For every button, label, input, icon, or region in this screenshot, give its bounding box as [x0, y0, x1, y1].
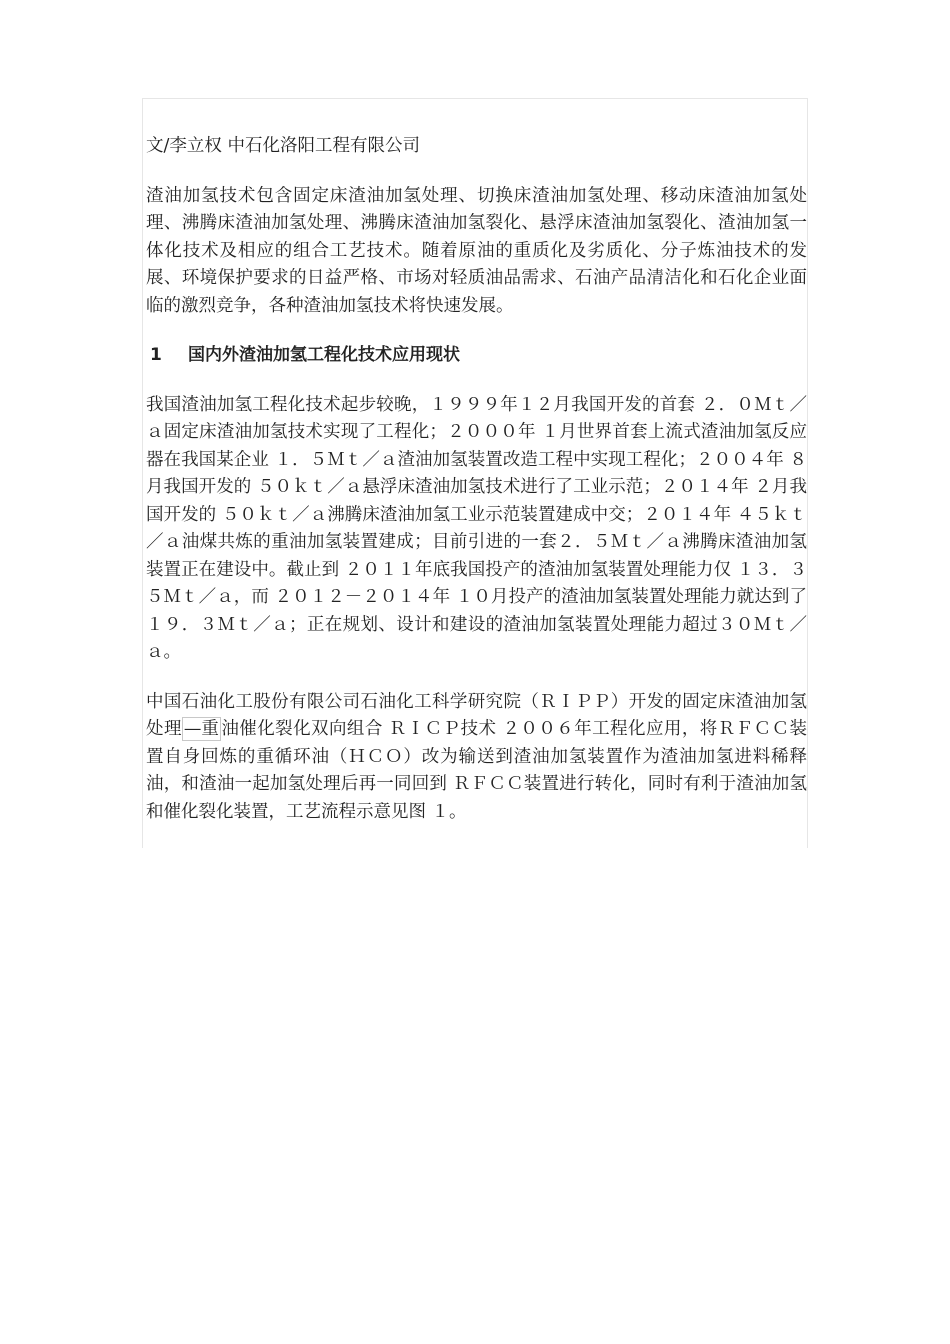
author-line: 文/李立权 中石化洛阳工程有限公司: [146, 136, 420, 156]
section-heading: [146, 342, 807, 370]
article-container: [142, 98, 808, 848]
history-paragraph: 我国渣油加氢工程化技术起步较晚，１９９９年１２月我国开发的首套 ２．０Ｍｔ／ａ固定床渣油加氢技术实现了工程化；２０００年 １月世界首套上流式渣油加氢反应器在我国某企业 １．５Ｍｔ／ａ渣油加氢装置改造工程中实现工程化；２００４年 ８月我国开发的 ５０ｋｔ／ａ悬浮床渣油加氢技术进行了工业示范；２０１４年 ２月我国开发的 ５０ｋｔ／ａ沸腾床渣油加氢工业示范装置建成中交；２０１４年 ４５ｋｔ／ａ油煤共炼的重油加氢装置建成；目前引进的一套２．５Ｍｔ／ａ沸腾床渣油加氢装置正在建设中。截止到 ２０１１年底我国投产的渣油加氢装置处理能力仅 １３．３５Ｍｔ／ａ，而 ２０１２－２０１４年 １０月投产的渣油加氢装置处理能力就达到了１９．３Ｍｔ／ａ；正在规划、设计和建设的渣油加氢装置处理能力超过３０Ｍｔ／ａ。: [146, 394, 807, 662]
article-body: [143, 99, 807, 826]
ricp-paragraph: [146, 689, 807, 827]
section-number: 1: [150, 345, 162, 365]
intro-paragraph: 渣油加氢技术包含固定床渣油加氢处理、切换床渣油加氢处理、移动床渣油加氢处理、沸腾床渣油加氢处理、沸腾床渣油加氢裂化、悬浮床渣油加氢裂化、渣油加氢一体化技术及相应的组合工艺技术。随着原油的重质化及劣质化、分子炼油技术的发展、环境保护要求的日益严格、市场对轻质油品需求、石油产品清洁化和石化企业面临的激烈竞争，各种渣油加氢技术将快速发展。: [146, 185, 807, 316]
inline-link[interactable]: —重: [183, 719, 219, 739]
ricp-text-end: 油催化裂化双向组合 ＲＩＣＰ技术 ２００６年工程化应用，将ＲＦＣＣ装置自身回炼的重循环油（ＨＣＯ）改为输送到渣油加氢装置作为渣油加氢进料稀释油，和渣油一起加氢处理后再一同回到 ＲＦＣＣ装置进行转化，同时有利于渣油加氢和催化裂化装置，工艺流程示意见图 １。: [146, 719, 808, 822]
ricp-text-start: 中国石油化工股份有限公司石油化工科学研究院（ＲＩＰＰ）开发的固定床渣油加氢处理: [146, 691, 807, 739]
section-title: 国内外渣油加氢工程化技术应用现状: [188, 345, 460, 365]
